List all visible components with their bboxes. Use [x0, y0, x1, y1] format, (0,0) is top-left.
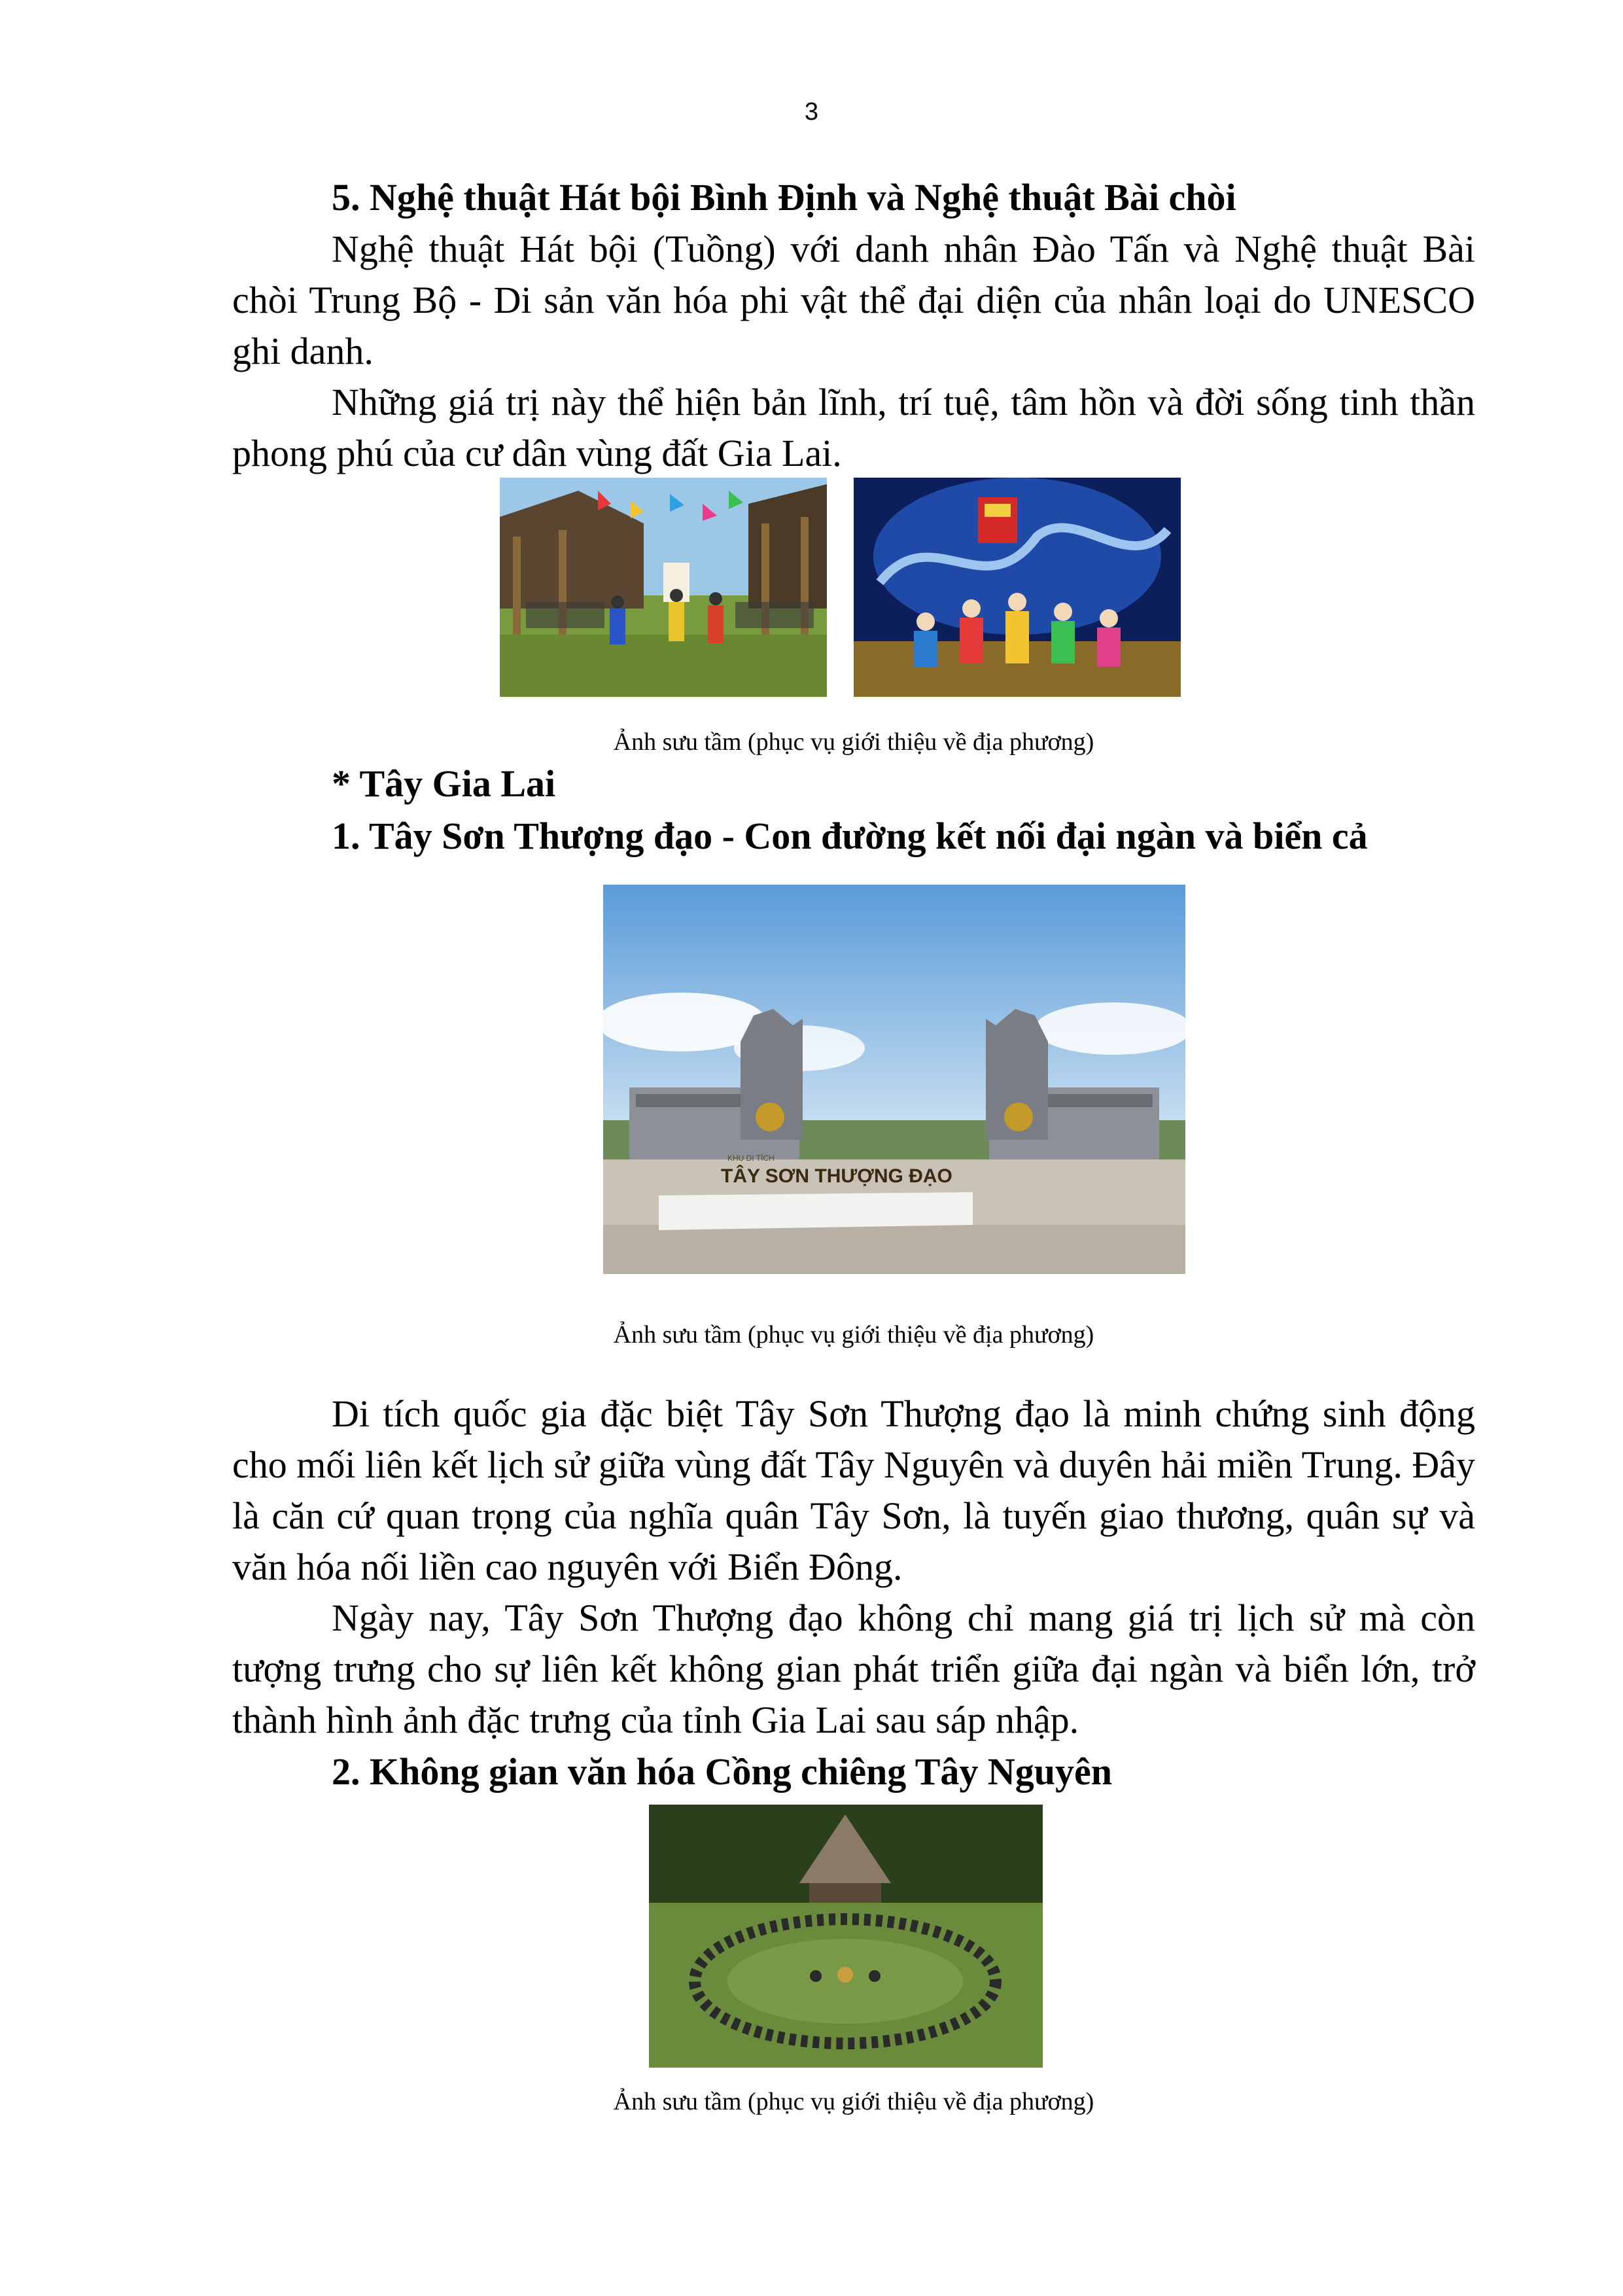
sign-big-text: TÂY SƠN THƯỢNG ĐẠO — [721, 1165, 952, 1187]
caption-2: Ảnh sưu tầm (phục vụ giới thiệu về địa phương) — [613, 1321, 1094, 1349]
cong-chieng-photo — [649, 1805, 1043, 2068]
section-5-heading: 5. Nghệ thuật Hát bội Bình Định và Nghệ thuật Bài chòi — [332, 176, 1236, 219]
bai-choi-photo — [500, 478, 827, 697]
tay-son-thuong-dao-photo — [603, 885, 1185, 1274]
caption-3: Ảnh sưu tầm (phục vụ giới thiệu về địa phương) — [613, 2088, 1094, 2115]
sign-small-text: KHU DI TÍCH — [727, 1154, 775, 1163]
west-item-1-paragraph-2: Ngày nay, Tây Sơn Thượng đạo không chỉ mang giá trị lịch sử mà còn tượng trưng cho sự liên kết không gian phát triển giữa đại ngàn và biển lớn, trở thành hình ảnh đặc trưng của tỉnh Gia Lai sau sáp nhập. — [232, 1597, 1475, 1741]
section-5 — [232, 171, 1475, 479]
west-item-1-text — [232, 1388, 1475, 1798]
page-number: 3 — [804, 98, 819, 126]
west-item-1-paragraph-1: Di tích quốc gia đặc biệt Tây Sơn Thượng đạo là minh chứng sinh động cho mối liên kết lịch sử giữa vùng đất Tây Nguyên và duyên hải miền Trung. Đây là căn cứ quan trọng của nghĩa quân Tây Sơn, là tuyến giao thương, quân sự và văn hóa nối liền cao nguyên với Biển Đông. — [232, 1392, 1475, 1588]
west-section — [232, 758, 1475, 862]
west-item-2-heading: 2. Không gian văn hóa Cồng chiêng Tây Nguyên — [332, 1750, 1113, 1793]
caption-1: Ảnh sưu tầm (phục vụ giới thiệu về địa phương) — [613, 728, 1094, 756]
section-5-paragraph-1: Nghệ thuật Hát bội (Tuồng) với danh nhân Đào Tấn và Nghệ thuật Bài chòi Trung Bộ - Di sản văn hóa phi vật thể đại diện của nhân loại do UNESCO ghi danh. — [232, 228, 1475, 372]
west-heading: * Tây Gia Lai — [332, 762, 556, 805]
west-item-1-heading: 1. Tây Sơn Thượng đạo - Con đường kết nối đại ngàn và biển cả — [332, 815, 1368, 857]
section-5-paragraph-2: Những giá trị này thể hiện bản lĩnh, trí tuệ, tâm hồn và đời sống tinh thần phong phú của cư dân vùng đất Gia Lai. — [232, 381, 1475, 474]
hat-boi-photo — [854, 478, 1181, 697]
